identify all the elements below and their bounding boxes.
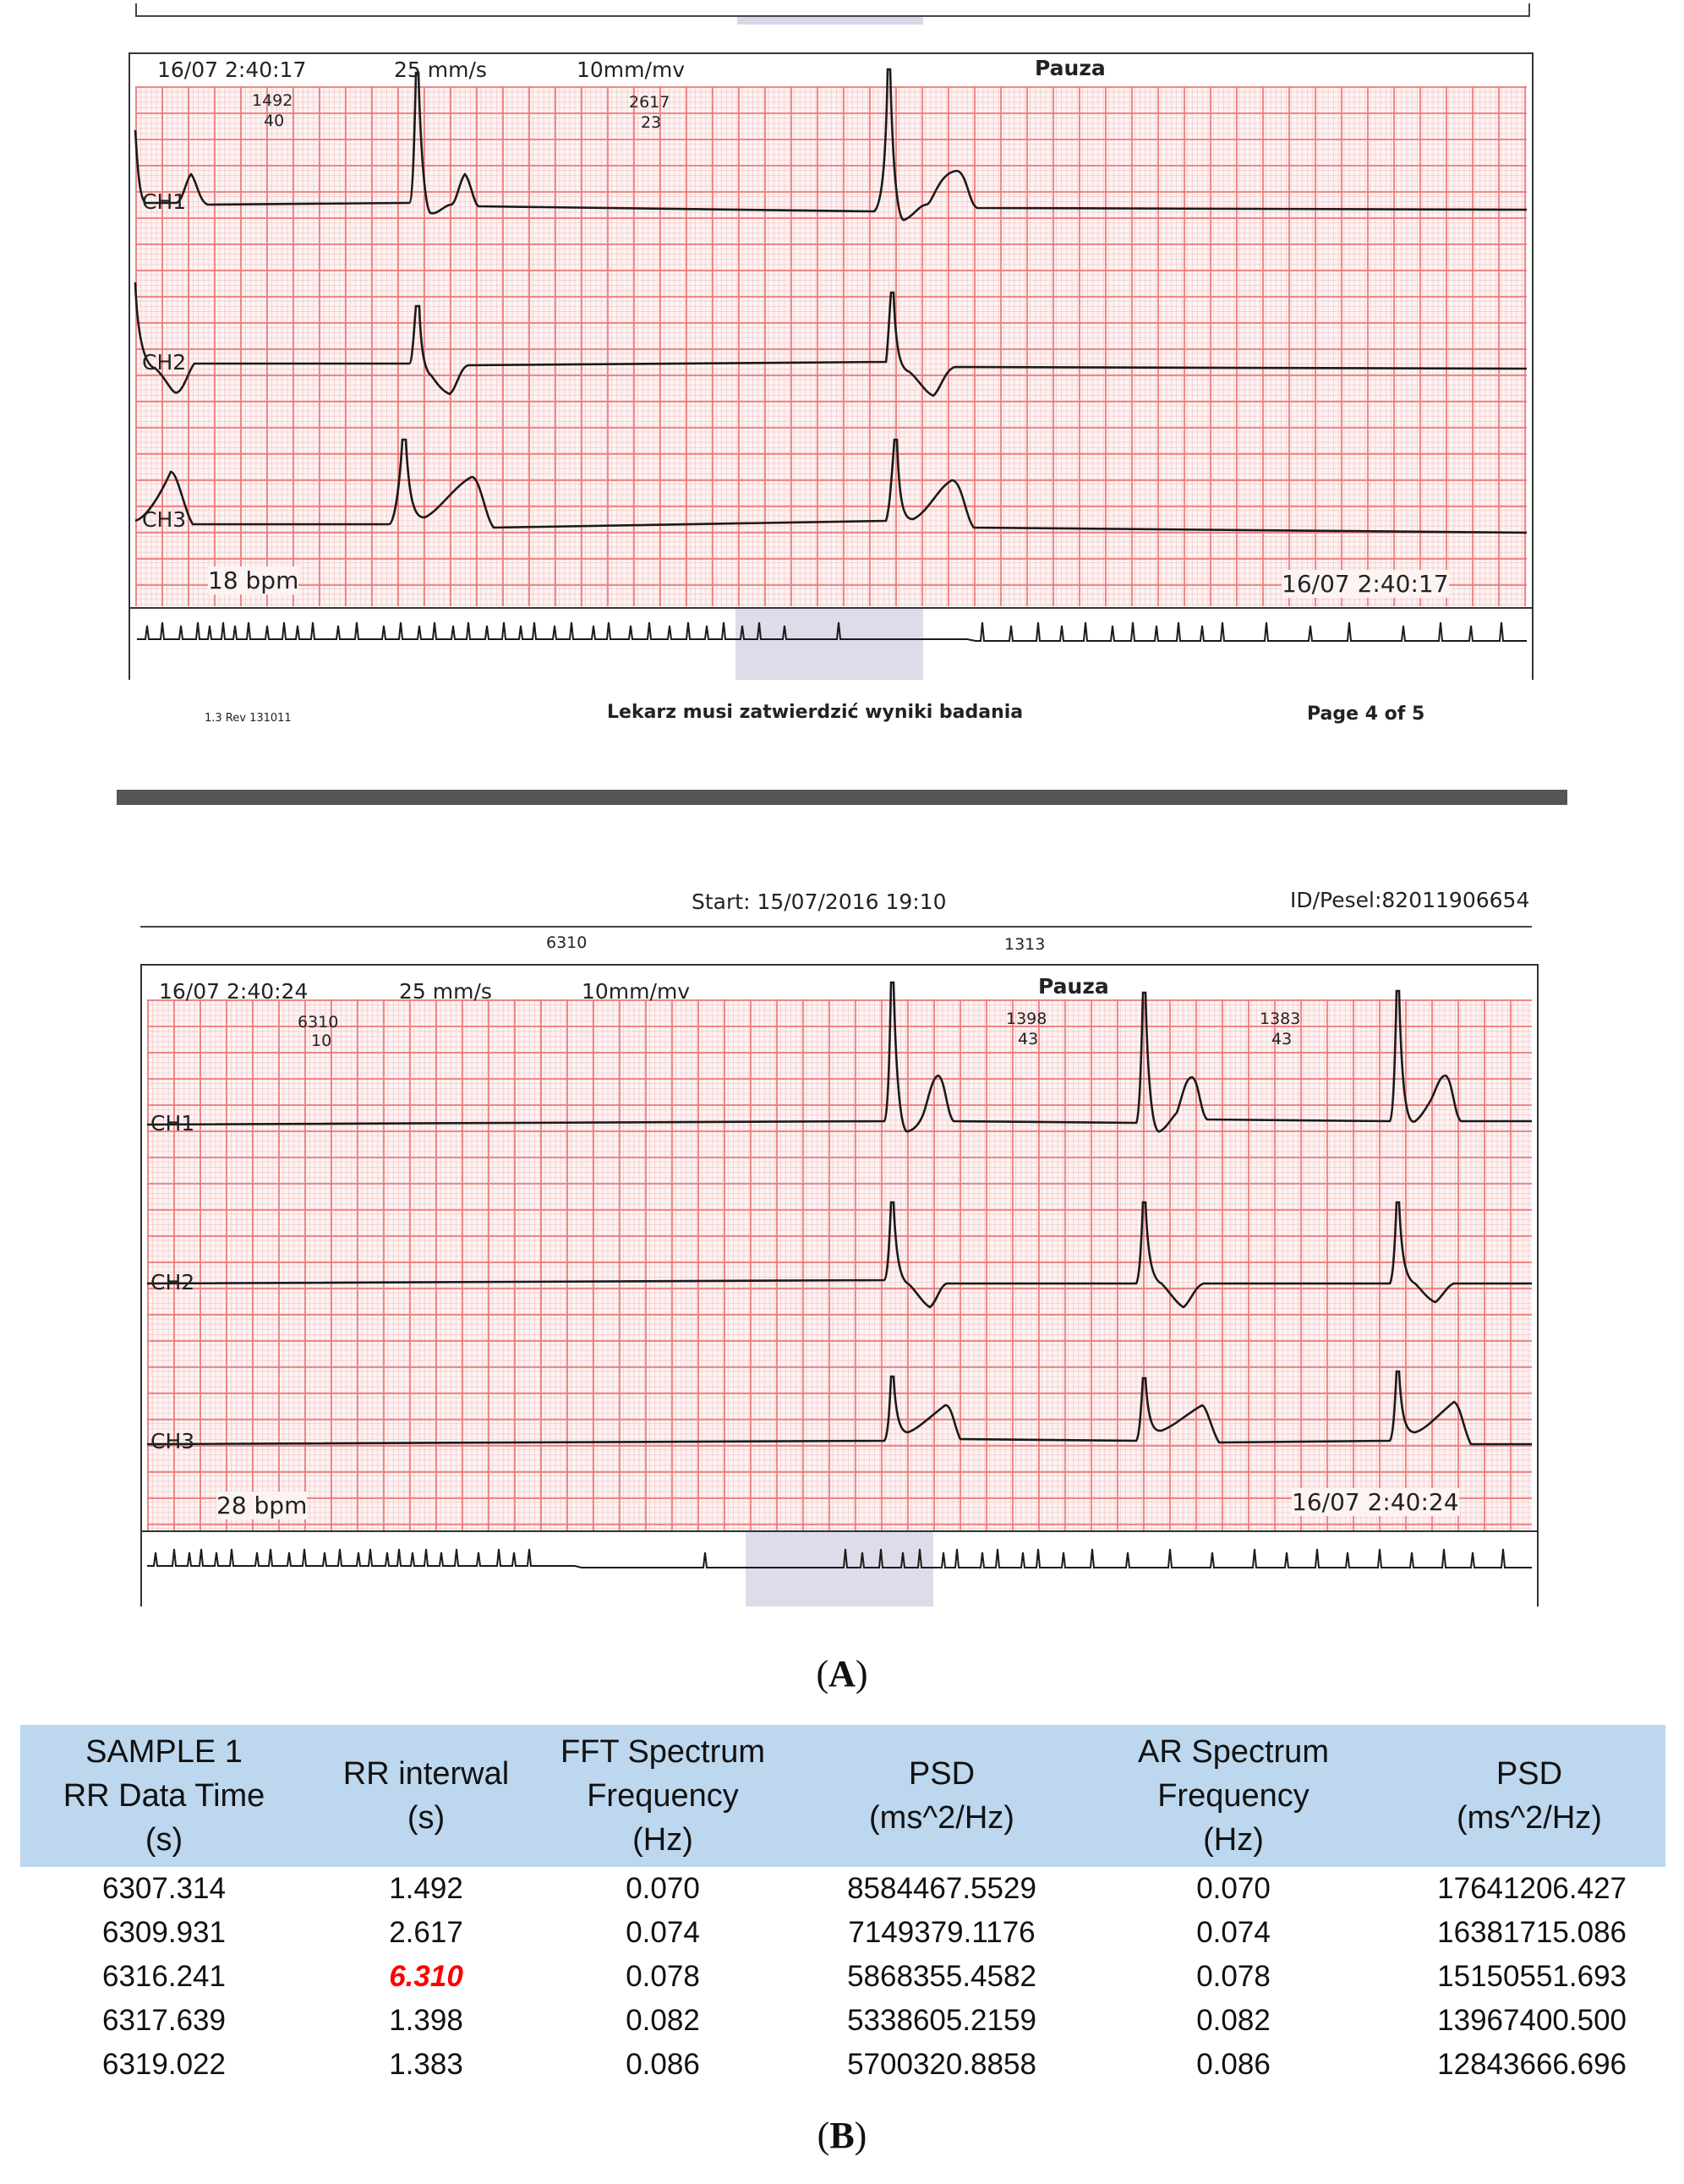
ecg1-event: Pauza bbox=[1035, 56, 1106, 80]
ecg1-rhythm-trace bbox=[137, 622, 1527, 641]
ecg1-panel bbox=[128, 52, 1534, 680]
header-rr-interval bbox=[308, 1725, 544, 1867]
header-line: Frequency bbox=[587, 1778, 739, 1814]
ecg2-rr1-bpm: 10 bbox=[311, 1032, 332, 1050]
cell-fft-freq: 0.086 bbox=[626, 2048, 700, 2081]
ecg2-gain: 10mm/mv bbox=[582, 979, 691, 1004]
ecg2-ch3-label: CH3 bbox=[150, 1429, 195, 1453]
header-ar-frequency bbox=[1102, 1725, 1364, 1867]
panel-a-caption: (A) bbox=[816, 1653, 868, 1694]
ecg1-timestamp-bottom: 16/07 2:40:17 bbox=[1282, 570, 1449, 598]
ecg2-rr3-ms: 1383 bbox=[1260, 1010, 1301, 1028]
ecg2-rate: 28 bpm bbox=[216, 1492, 308, 1519]
panel-a-letter: A bbox=[828, 1653, 856, 1694]
ecg2-ch1-trace bbox=[147, 983, 1532, 1131]
header-line: (ms^2/Hz) bbox=[869, 1800, 1014, 1836]
header-line: AR Spectrum bbox=[1138, 1734, 1329, 1770]
table-header-row bbox=[20, 1725, 1665, 1867]
section-divider bbox=[117, 790, 1567, 805]
ecg2-speed: 25 mm/s bbox=[399, 979, 492, 1004]
ecg2-rr2-bpm: 43 bbox=[1018, 1030, 1039, 1048]
header-sample-time bbox=[20, 1725, 308, 1867]
panel-b-caption: (B) bbox=[817, 2115, 867, 2156]
ecg2-top-val2: 1313 bbox=[1004, 935, 1046, 954]
ecg2-rr1-ms: 6310 bbox=[298, 1013, 339, 1032]
ecg1-rr2-bpm: 23 bbox=[641, 113, 662, 132]
cell-ar-psd: 12843666.696 bbox=[1437, 2048, 1627, 2081]
header-line: (Hz) bbox=[1203, 1822, 1264, 1858]
cell-ar-psd: 15150551.693 bbox=[1437, 1960, 1627, 1993]
header-line: Frequency bbox=[1157, 1778, 1309, 1814]
cell-fft-psd: 7149379.1176 bbox=[848, 1916, 1036, 1949]
ecg2-header-rule bbox=[140, 926, 1532, 928]
cell-time: 6319.022 bbox=[102, 2048, 226, 2081]
ecg2-event: Pauza bbox=[1038, 974, 1109, 999]
cell-ar-freq: 0.074 bbox=[1196, 1916, 1271, 1949]
ecg1-top-tab bbox=[737, 17, 923, 25]
header-line: (Hz) bbox=[632, 1822, 693, 1858]
header-line: FFT Spectrum bbox=[560, 1734, 766, 1770]
header-line: (s) bbox=[407, 1800, 446, 1836]
cell-ar-psd: 13967400.500 bbox=[1437, 2004, 1627, 2037]
cell-ar-freq: 0.070 bbox=[1196, 1872, 1271, 1905]
ecg1-timestamp: 16/07 2:40:17 bbox=[157, 57, 307, 82]
cell-fft-psd: 5868355.4582 bbox=[847, 1960, 1036, 1993]
ecg2-top-val1: 6310 bbox=[546, 933, 588, 952]
header-line: (ms^2/Hz) bbox=[1457, 1800, 1602, 1836]
ecg1-footer-page: Page 4 of 5 bbox=[1307, 703, 1425, 725]
table-row bbox=[20, 1867, 1665, 1911]
header-line: PSD bbox=[1495, 1756, 1563, 1792]
ecg2-rr3-bpm: 43 bbox=[1271, 1030, 1293, 1048]
ecg1-ch3-label: CH3 bbox=[142, 507, 187, 532]
cell-fft-psd: 8584467.5529 bbox=[847, 1872, 1036, 1905]
ecg1-gain: 10mm/mv bbox=[577, 57, 686, 82]
cell-fft-freq: 0.078 bbox=[626, 1960, 700, 1993]
table-row bbox=[20, 1955, 1665, 1999]
cell-time: 6317.639 bbox=[102, 2004, 226, 2037]
ecg1-ch1-label: CH1 bbox=[142, 189, 187, 214]
header-line: (s) bbox=[145, 1822, 183, 1858]
ecg2-panel bbox=[140, 964, 1539, 1607]
ecg2-ch1-label: CH1 bbox=[150, 1111, 195, 1136]
hrv-table bbox=[20, 1725, 1665, 2087]
cell-time: 6307.314 bbox=[102, 1872, 226, 1905]
ecg1-ch2-trace bbox=[135, 282, 1527, 396]
ecg1-rate: 18 bpm bbox=[208, 567, 299, 594]
table-row bbox=[20, 1999, 1665, 2043]
cell-ar-freq: 0.082 bbox=[1196, 2004, 1271, 2037]
cell-rr: 1.398 bbox=[389, 2004, 463, 2037]
cell-rr: 1.492 bbox=[389, 1872, 463, 1905]
ecg1-rr1-bpm: 40 bbox=[264, 112, 285, 130]
ecg2-timestamp-bottom: 16/07 2:40:24 bbox=[1292, 1488, 1459, 1516]
ecg1-footer-version: 1.3 Rev 131011 bbox=[205, 712, 292, 725]
cell-rr: 1.383 bbox=[389, 2048, 463, 2081]
cell-rr: 2.617 bbox=[389, 1916, 463, 1949]
ecg2-ch2-label: CH2 bbox=[150, 1270, 195, 1295]
cell-ar-psd: 17641206.427 bbox=[1437, 1872, 1627, 1905]
ecg2-start: Start: 15/07/2016 19:10 bbox=[692, 889, 947, 914]
cell-time: 6309.931 bbox=[102, 1916, 226, 1949]
table-row bbox=[20, 2043, 1665, 2087]
ecg1-rr1-ms: 1492 bbox=[252, 91, 293, 110]
header-line: RR interwal bbox=[342, 1756, 510, 1792]
ecg1-footer-notice: Lekarz musi zatwierdzić wyniki badania bbox=[607, 702, 1024, 723]
cell-ar-freq: 0.078 bbox=[1196, 1960, 1271, 1993]
cell-time: 6316.241 bbox=[102, 1960, 226, 1993]
ecg1-ch2-label: CH2 bbox=[142, 350, 187, 375]
header-ar-psd bbox=[1364, 1725, 1665, 1867]
header-fft-frequency bbox=[544, 1725, 781, 1867]
cell-fft-psd: 5700320.8858 bbox=[847, 2048, 1036, 2081]
ecg2-id: ID/Pesel:82011906654 bbox=[1290, 888, 1530, 912]
cell-fft-freq: 0.070 bbox=[626, 1872, 700, 1905]
header-fft-psd bbox=[781, 1725, 1102, 1867]
ecg1-rr2-ms: 2617 bbox=[629, 93, 670, 112]
ecg2-timestamp: 16/07 2:40:24 bbox=[159, 979, 309, 1004]
ecg1-top-tick-left bbox=[135, 3, 137, 17]
header-line: RR Data Time bbox=[63, 1778, 265, 1814]
ecg2-rr2-ms: 1398 bbox=[1006, 1010, 1047, 1028]
header-line: SAMPLE 1 bbox=[85, 1734, 243, 1770]
ecg1-ch3-trace bbox=[135, 440, 1527, 533]
ecg2-ch3-trace bbox=[147, 1371, 1532, 1444]
ecg2-ch2-trace bbox=[147, 1202, 1532, 1307]
cell-rr-highlighted: 6.310 bbox=[389, 1960, 463, 1993]
ecg1-top-tick-right bbox=[1528, 3, 1530, 17]
cell-fft-psd: 5338605.2159 bbox=[847, 2004, 1036, 2037]
header-line: PSD bbox=[908, 1756, 976, 1792]
panel-b-letter: B bbox=[829, 2115, 855, 2156]
cell-ar-psd: 16381715.086 bbox=[1437, 1916, 1627, 1949]
cell-fft-freq: 0.074 bbox=[626, 1916, 700, 1949]
ecg1-ch1-trace bbox=[135, 69, 1527, 220]
cell-ar-freq: 0.086 bbox=[1196, 2048, 1271, 2081]
table-row bbox=[20, 1911, 1665, 1955]
cell-fft-freq: 0.082 bbox=[626, 2004, 700, 2037]
ecg2-rhythm-trace bbox=[147, 1549, 1532, 1568]
ecg1-speed: 25 mm/s bbox=[394, 57, 487, 82]
